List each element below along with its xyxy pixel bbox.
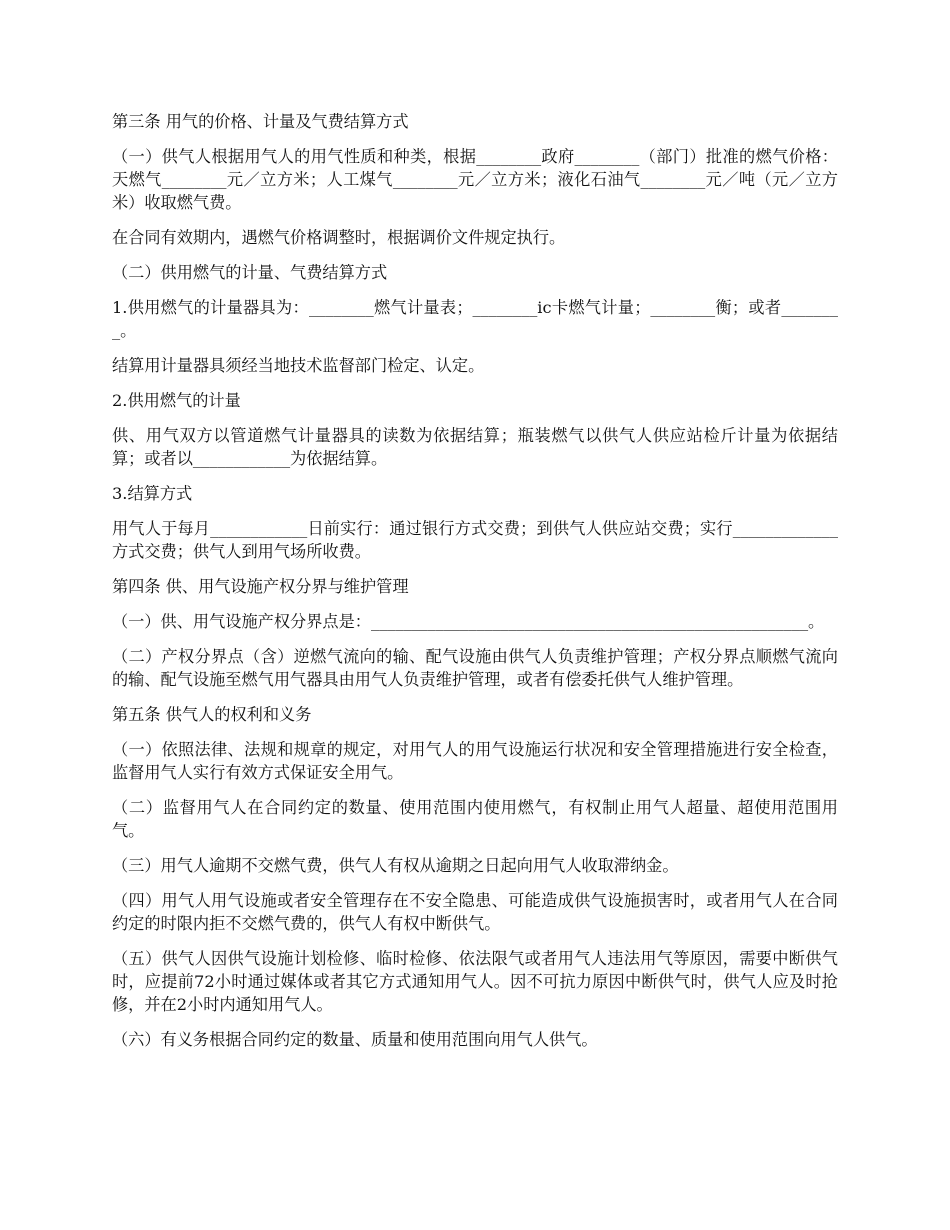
document-body [112,110,838,1063]
metering-verification-clause: 结算用计量器具须经当地技术监督部门检定、认定。 [112,356,485,375]
supplier-right-5: （五）供气人因供气设施计划检修、临时检修、依法限气或者用气人违法用气等原因，需要中断供气时，应提前72小时通过媒体或者其它方式通知用气人。因不可抗力原因中断供气时，供气人应及时抢修，并在2小时内通知用气人。 [112,949,838,1014]
article-5-heading: 第五条 供气人的权利和义务 [112,705,312,724]
supplier-right-2: （二）监督用气人在合同约定的数量、使用范围内使用燃气，有权制止用气人超量、超使用范围用气。 [112,798,838,840]
supplier-right-4: （四）用气人用气设施或者安全管理存在不安全隐患、可能造成供气设施损害时，或者用气人在合同约定的时限内拒不交燃气费的，供气人有权中断供气。 [112,891,838,933]
maintenance-clause: （二）产权分界点（含）逆燃气流向的输、配气设施由供气人负责维护管理；产权分界点顺燃气流向的输、配气设施至燃气用气器具由用气人负责维护管理，或者有偿委托供气人维护管理。 [112,647,838,689]
article-3-heading: 第三条 用气的价格、计量及气费结算方式 [112,112,409,131]
price-clause: （一）供气人根据用气人的用气性质和种类，根据________政府________（部门）批准的燃气价格：天燃气________元／立方米；人工煤气________元／立方米；液化石油气________元／吨（元／立方米）收取燃气费。 [112,147,838,212]
metering-heading: （二）供用燃气的计量、气费结算方式 [112,263,388,282]
metering-devices-clause: 1.供用燃气的计量器具为：________燃气计量表；________ic卡燃气计量；________衡；或者________。 [112,298,838,340]
article-4-heading: 第四条 供、用气设施产权分界与维护管理 [112,577,409,596]
supplier-right-3: （三）用气人逾期不交燃气费，供气人有权从逾期之日起向用气人收取滞纳金。 [112,856,679,875]
supplier-right-1: （一）依照法律、法规和规章的规定，对用气人的用气设施运行状况和安全管理措施进行安全检查，监督用气人实行有效方式保证安全用气。 [112,740,838,782]
settlement-clause: 用气人于每月____________日前实行：通过银行方式交费；到供气人供应站交费；实行_____________方式交费；供气人到用气场所收费。 [112,519,838,561]
boundary-point-clause: （一）供、用气设施产权分界点是：______________________________________________________。 [112,612,825,631]
supplier-right-6: （六）有义务根据合同约定的数量、质量和使用范围向用气人供气。 [112,1030,598,1049]
metering-subheading: 2.供用燃气的计量 [112,391,241,410]
settlement-subheading: 3.结算方式 [112,484,193,503]
metering-basis-clause: 供、用气双方以管道燃气计量器具的读数为依据结算；瓶装燃气以供气人供应站检斤计量为依据结算；或者以____________为依据结算。 [112,426,838,468]
price-adjustment-clause: 在合同有效期内，遇燃气价格调整时，根据调价文件规定执行。 [112,228,566,247]
